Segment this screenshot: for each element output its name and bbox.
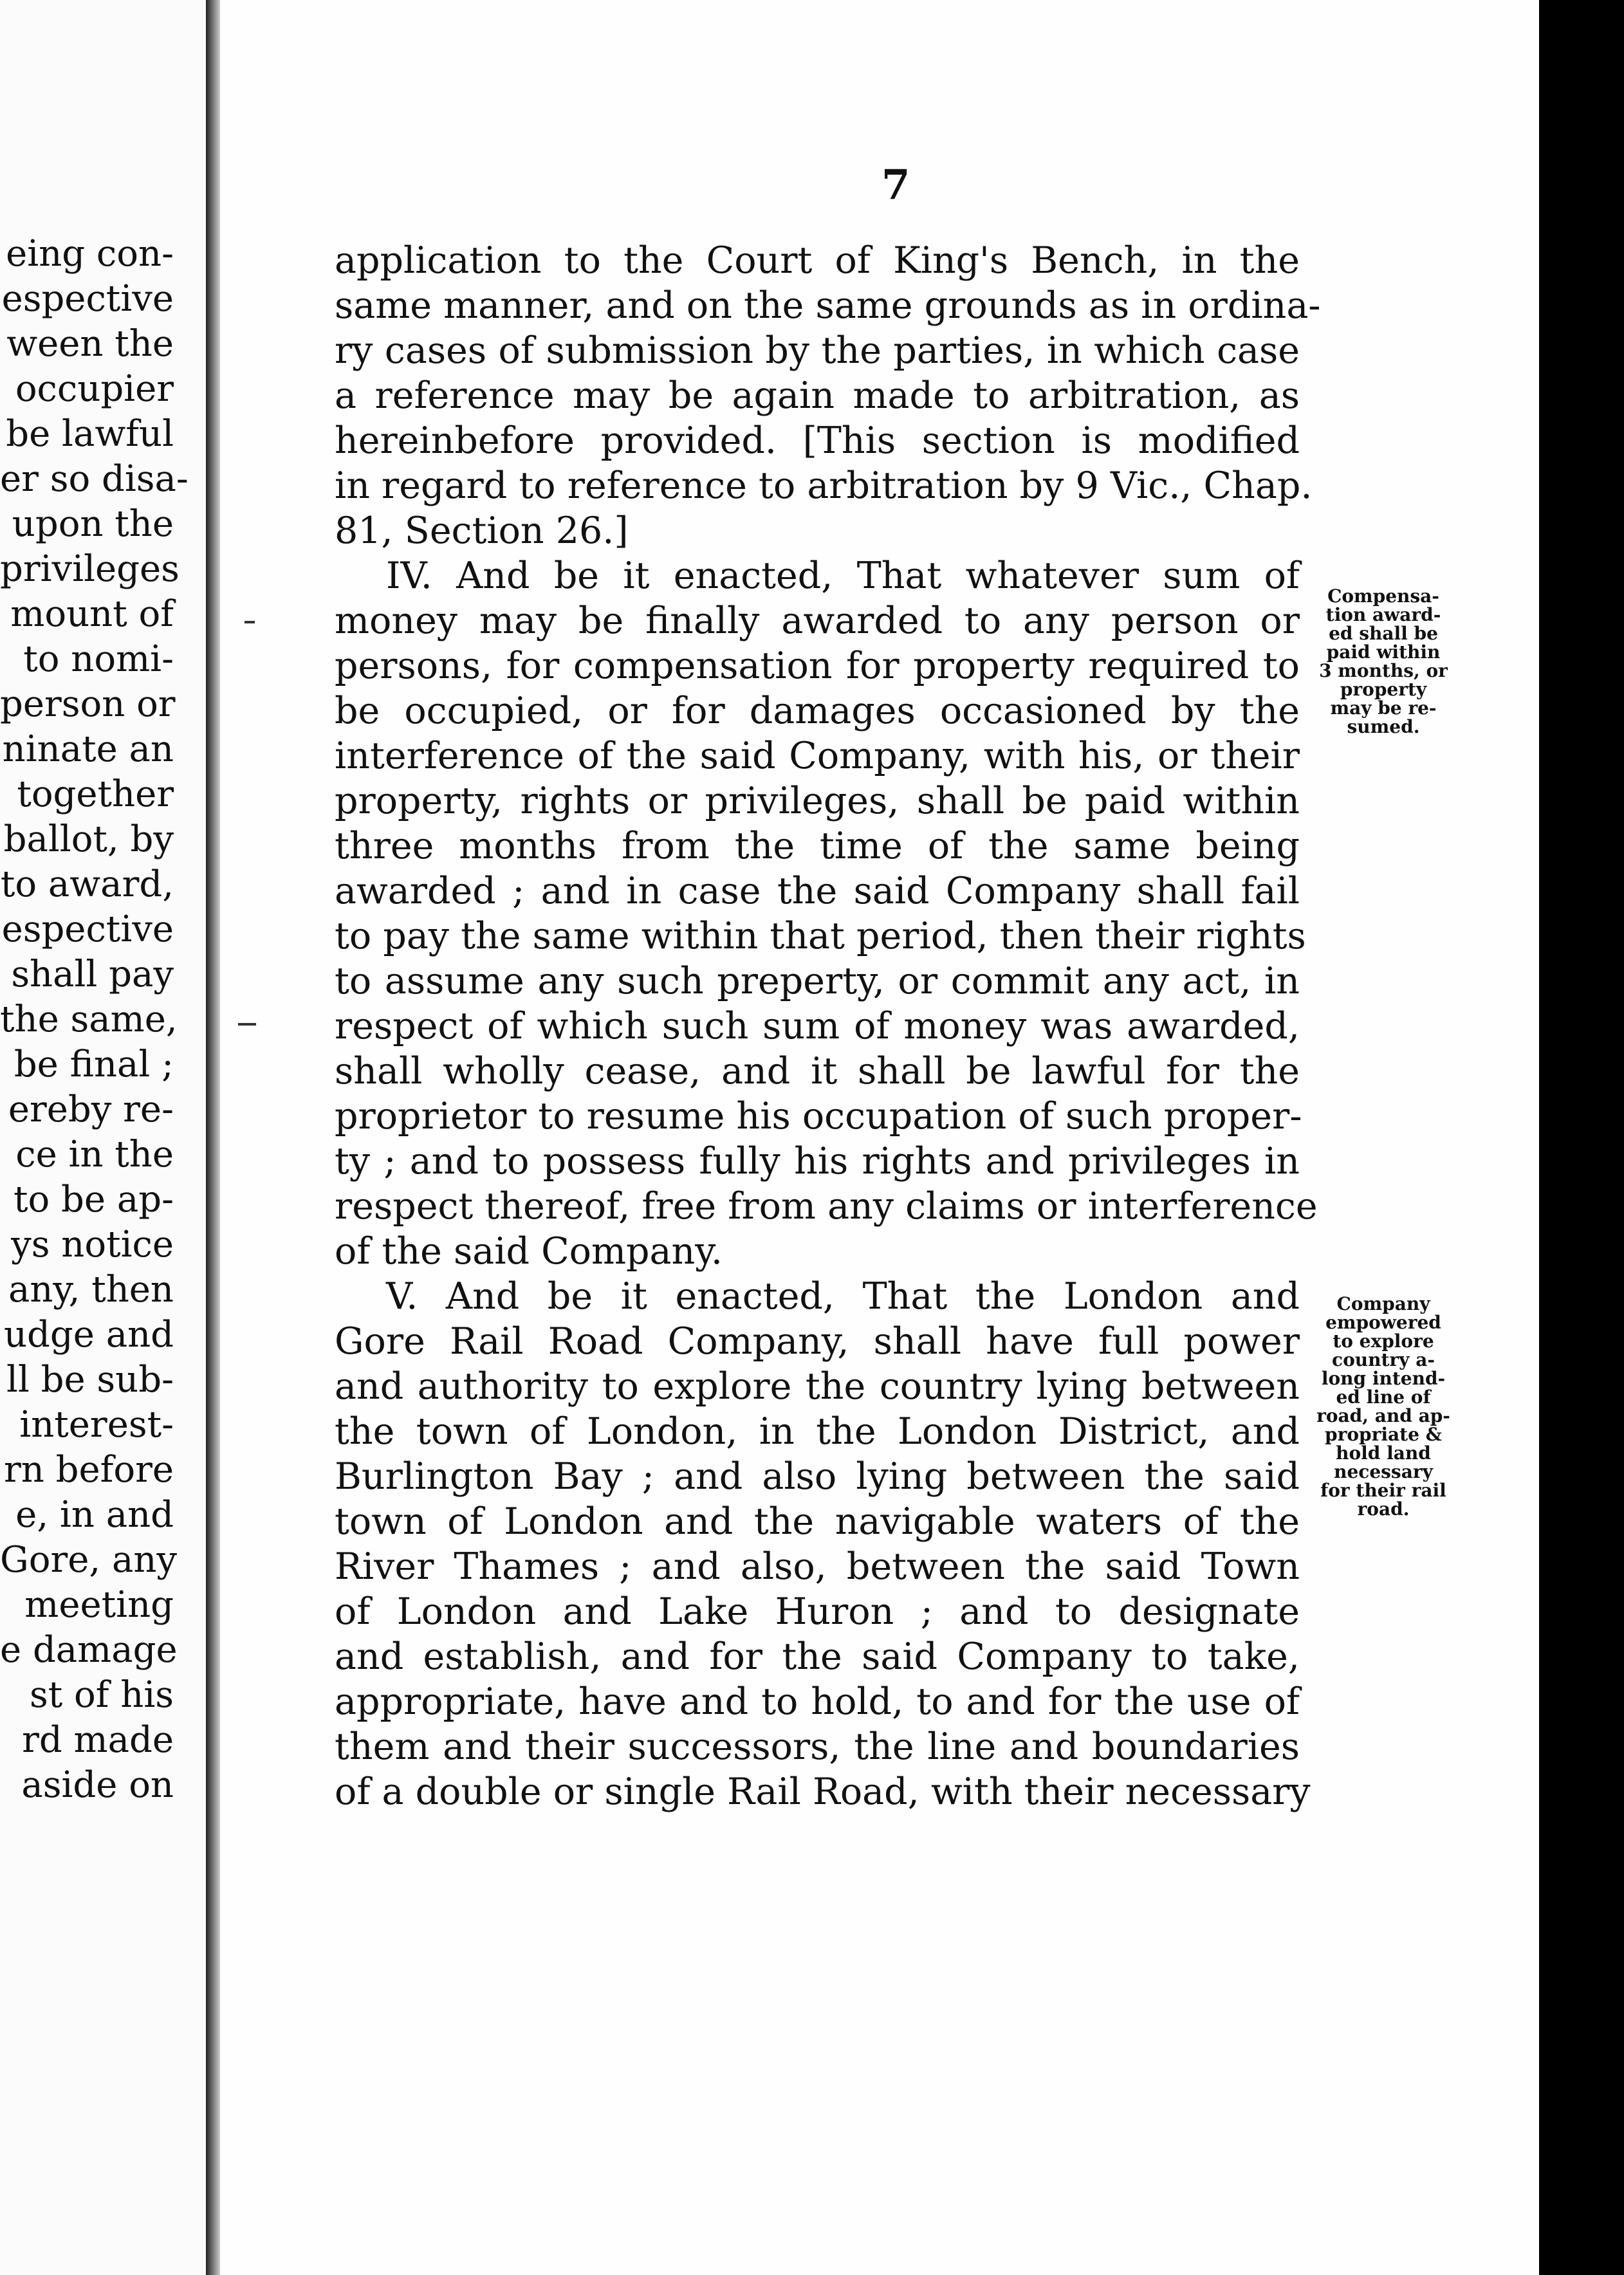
body-text-line: a reference may be again made to arbitration, as (335, 374, 1300, 417)
body-text-line: of a double or single Rail Road, with their necessary (335, 1771, 1311, 1813)
left-lines-line: to award, (0, 863, 174, 905)
sidenote-company-line: hold land (1336, 1442, 1431, 1464)
left-lines-line: ninate an (2, 728, 174, 770)
left-lines-line: udge and (3, 1314, 174, 1356)
body-text-line: respect of which such sum of money was awarded, (335, 1005, 1300, 1047)
body-text-line: property, rights or privileges, shall be paid within (335, 780, 1300, 822)
left-lines-line: aside on (21, 1764, 174, 1806)
body-text-line: respect thereof, free from any claims or interference (335, 1185, 1318, 1228)
left-lines-line: ween the (6, 323, 174, 365)
sidenote-company-line: long intend- (1321, 1368, 1446, 1389)
left-lines-line: er so disa- (0, 458, 189, 500)
sidenote-company-line: for their rail (1320, 1480, 1446, 1501)
body-text-line: to pay the same within that period, then their rights (335, 915, 1306, 957)
left-lines-line: st of his (30, 1674, 174, 1716)
sidenote-company-line: empowered (1325, 1312, 1441, 1333)
sidenote-compensation-line: property (1340, 679, 1427, 700)
left-lines-line: ereby re- (8, 1089, 174, 1130)
body-text-line: Burlington Bay ; and also lying between the said (335, 1455, 1300, 1498)
left-lines-line: person or (0, 683, 176, 725)
body-text (335, 238, 1321, 1814)
body-text-line: in regard to reference to arbitration by 9 Vic., Chap. (335, 465, 1313, 507)
left-lines-line: espective (1, 908, 174, 950)
body-text-line: IV. And be it enacted, That whatever sum of (386, 555, 1300, 597)
sidenote-company-line: road, and ap- (1316, 1405, 1450, 1426)
left-lines-line: Gore, any (0, 1539, 178, 1581)
left-lines-line: upon the (12, 503, 174, 545)
left-lines-line: ce in the (15, 1134, 174, 1175)
left-lines-line: the same, (0, 999, 178, 1040)
left-lines-line: eing con- (6, 233, 174, 275)
left-lines-line: to nomi- (23, 638, 174, 680)
left-lines-line: espective (1, 278, 174, 320)
body-text-line: and authority to explore the country lying between (335, 1365, 1300, 1408)
body-text-line: River Thames ; and also, between the said Town (335, 1545, 1300, 1588)
left-lines-line: ll be sub- (6, 1359, 174, 1401)
sidenote-company-line: necessary (1334, 1461, 1433, 1482)
body-text-line: appropriate, have and to hold, to and for the use of (335, 1681, 1300, 1723)
body-text-line: ty ; and to possess fully his rights and privileges in (335, 1140, 1300, 1183)
body-text-line: hereinbefore provided. [This section is modified (335, 419, 1300, 462)
left-lines-line: mount of (10, 593, 174, 635)
body-text-line: 81, Section 26.] (335, 510, 629, 552)
body-text-line: of London and Lake Huron ; and to designate (335, 1590, 1300, 1633)
body-text-line: persons, for compensation for property required to (335, 645, 1300, 687)
left-lines-line: e damage (0, 1629, 178, 1671)
body-text-line: the town of London, in the London District, and (335, 1410, 1300, 1453)
body-text-line: of the said Company. (335, 1230, 723, 1273)
margin-mark (238, 1023, 256, 1026)
book-gutter (206, 0, 220, 2275)
left-lines-line: meeting (24, 1584, 174, 1626)
sidenote-company-line: ed line of (1336, 1386, 1431, 1408)
sidenote-company-line: Company (1336, 1293, 1430, 1314)
sidenote-company-line: road. (1357, 1498, 1410, 1520)
body-text-line: same manner, and on the same grounds as in ordina- (335, 284, 1321, 327)
margin-mark (245, 621, 255, 623)
body-text-line: be occupied, or for damages occasioned by the (335, 690, 1300, 732)
left-lines-line: privileges (0, 548, 180, 590)
body-text-line: proprietor to resume his occupation of such proper- (335, 1095, 1302, 1138)
body-text-line: ry cases of submission by the parties, in which case (335, 329, 1300, 372)
left-lines-line: occupier (15, 368, 174, 410)
body-text-line: application to the Court of King's Bench, in the (335, 239, 1300, 282)
page-edge-shadow (1539, 0, 1624, 2275)
sidenote-company-line: to explore (1333, 1331, 1434, 1352)
sidenote-compensation-line: tion award- (1325, 604, 1441, 625)
left-lines-line: shall pay (11, 953, 174, 995)
left-lines-line: to be ap- (14, 1179, 174, 1220)
body-text-line: money may be finally awarded to any person or (335, 600, 1300, 642)
sidenote-compensation-line: paid within (1326, 641, 1441, 663)
body-text-line: and establish, and for the said Company to take, (335, 1635, 1300, 1678)
sidenote-compensation-line: sumed. (1347, 716, 1420, 737)
body-text-line: awarded ; and in case the said Company shall fail (335, 870, 1300, 912)
left-lines-line: rd made (22, 1719, 174, 1761)
left-page-text (0, 232, 189, 1808)
sidenote-compensation-line: may be re- (1330, 697, 1437, 719)
left-lines-line: ballot, by (3, 818, 174, 860)
sidenote-company-line: country a- (1332, 1349, 1435, 1370)
left-lines-line: any, then (8, 1269, 174, 1311)
left-lines-line: interest- (19, 1404, 174, 1446)
sidenote-compensation-line: Compensa- (1327, 585, 1439, 607)
body-text-line: three months from the time of the same being (335, 825, 1300, 867)
left-lines-line: rn before (4, 1449, 174, 1491)
sidenote-compensation-line: 3 months, or (1319, 660, 1448, 681)
left-facing-page (0, 0, 206, 2275)
page-number: 7 (881, 161, 910, 209)
left-lines-line: be lawful (6, 413, 174, 455)
body-text-line: interference of the said Company, with his, or their (335, 735, 1300, 777)
sidenote-compensation (1306, 587, 1461, 736)
body-text-line: shall wholly cease, and it shall be lawful for the (335, 1050, 1300, 1092)
left-lines-line: together (17, 773, 174, 815)
body-text-line: them and their successors, the line and boundaries (335, 1726, 1300, 1768)
left-lines-line: e, in and (15, 1494, 174, 1536)
left-lines-line: ys notice (11, 1224, 174, 1266)
left-lines-line: be final ; (14, 1044, 174, 1085)
sidenote-company (1306, 1294, 1461, 1518)
body-text-line: to assume any such preperty, or commit any act, in (335, 960, 1300, 1002)
body-text-line: town of London and the navigable waters of the (335, 1500, 1300, 1543)
body-text-line: Gore Rail Road Company, shall have full power (335, 1320, 1300, 1363)
sidenote-company-line: propriate & (1325, 1424, 1442, 1445)
sidenote-compensation-line: ed shall be (1329, 623, 1438, 644)
body-text-line: V. And be it enacted, That the London and (386, 1275, 1300, 1318)
